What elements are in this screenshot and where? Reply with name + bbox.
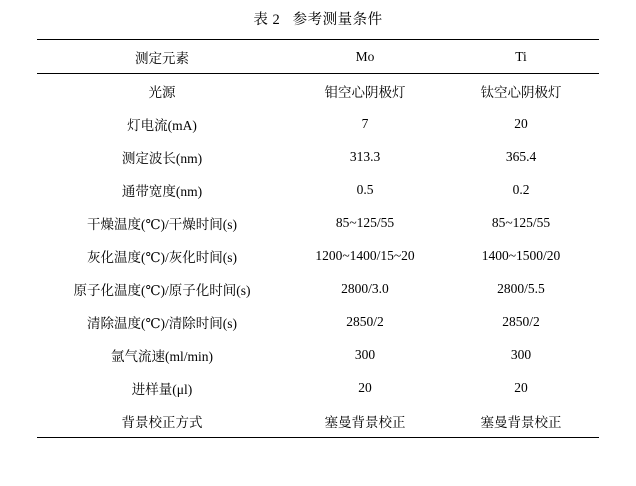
row-value-ti: 20 <box>514 379 528 395</box>
row-value-mo: 钼空心阴极灯 <box>324 84 406 100</box>
measurement-conditions-table <box>37 39 599 438</box>
table-header-row <box>37 40 599 74</box>
row-value-ti: 2800/5.5 <box>497 280 545 296</box>
row-value-mo: 2800/3.0 <box>341 280 389 296</box>
row-label: 光源 <box>148 84 176 100</box>
table-row <box>37 74 599 108</box>
table-row <box>37 239 599 272</box>
row-value-ti: 0.2 <box>512 181 530 197</box>
row-label: 干燥温度(℃)/干燥时间(s) <box>86 216 238 232</box>
row-value-ti: 20 <box>514 115 528 131</box>
row-label: 氩气流速(ml/min) <box>111 348 213 364</box>
row-value-mo: 0.5 <box>356 181 374 197</box>
row-value-mo: 2850/2 <box>346 313 384 329</box>
table-body <box>37 74 599 438</box>
row-label: 原子化温度(℃)/原子化时间(s) <box>73 282 251 298</box>
column-header-element: 测定元素 <box>37 40 287 74</box>
table-row <box>37 140 599 173</box>
row-value-mo: 20 <box>358 379 372 395</box>
row-value-ti: 塞曼背景校正 <box>443 404 599 438</box>
row-label: 灰化温度(℃)/灰化时间(s) <box>86 249 238 265</box>
table-row <box>37 173 599 206</box>
row-label: 测定波长(nm) <box>121 150 203 166</box>
column-header-ti: Ti <box>443 40 599 74</box>
row-label: 进样量(μl) <box>131 381 193 397</box>
row-label: 通带宽度(nm) <box>121 183 203 199</box>
table-header <box>37 40 599 74</box>
table-row <box>37 107 599 140</box>
row-value-mo: 塞曼背景校正 <box>287 404 443 438</box>
table-row <box>37 338 599 371</box>
row-value-mo: 1200~1400/15~20 <box>315 247 415 263</box>
table-row <box>37 371 599 404</box>
table-row <box>37 272 599 305</box>
row-value-ti: 85~125/55 <box>491 214 551 230</box>
row-value-mo: 300 <box>354 346 376 362</box>
table-title: 表 2 参考测量条件 <box>253 12 383 28</box>
row-value-mo: 313.3 <box>349 148 381 164</box>
row-value-mo: 85~125/55 <box>335 214 395 230</box>
table-row <box>37 206 599 239</box>
row-label: 灯电流(mA) <box>127 117 197 133</box>
column-header-mo: Mo <box>287 40 443 74</box>
table-row <box>37 404 599 438</box>
row-value-ti: 2850/2 <box>502 313 540 329</box>
row-value-ti: 300 <box>510 346 532 362</box>
row-value-ti: 钛空心阴极灯 <box>480 84 562 100</box>
row-value-ti: 365.4 <box>505 148 537 164</box>
row-label: 背景校正方式 <box>37 404 287 438</box>
row-label: 清除温度(℃)/清除时间(s) <box>86 315 238 331</box>
table-row <box>37 305 599 338</box>
row-value-ti: 1400~1500/20 <box>481 247 561 263</box>
row-value-mo: 7 <box>361 115 369 131</box>
document-page <box>0 8 636 486</box>
